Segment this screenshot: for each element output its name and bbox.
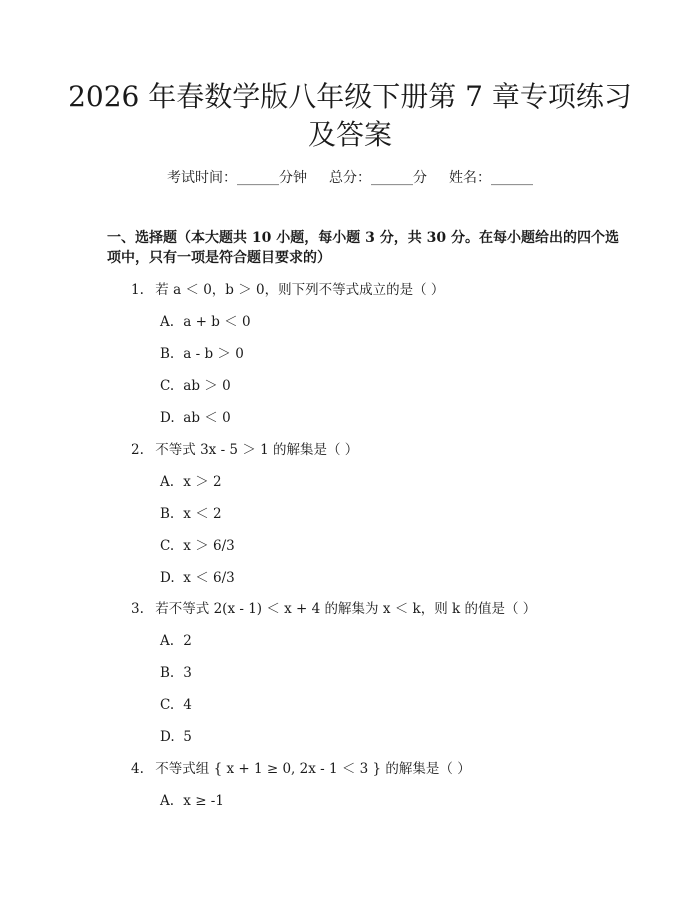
option-text: x ＞ 6/3 xyxy=(183,538,235,554)
option-text: ab ＜ 0 xyxy=(183,410,231,426)
question-number: 4. xyxy=(131,761,144,777)
option-text: a - b ＞ 0 xyxy=(183,346,244,362)
option-letter: B. xyxy=(160,506,175,522)
option-text: 3 xyxy=(183,665,192,681)
option-letter: D. xyxy=(160,570,175,586)
option-letter: A. xyxy=(160,314,175,330)
option-letter: C. xyxy=(160,378,175,394)
question-3 xyxy=(131,600,536,618)
question-3-option-c xyxy=(160,696,192,714)
exam-info-bar xyxy=(0,168,700,188)
question-number: 1. xyxy=(131,282,144,298)
title-line-1: 2026 年春数学版八年级下册第 7 章专项练习 xyxy=(68,80,632,113)
page-title xyxy=(60,78,640,154)
score-label: 总分： xyxy=(329,170,371,186)
option-letter: D. xyxy=(160,410,175,426)
question-number: 2. xyxy=(131,442,144,458)
option-text: 5 xyxy=(183,729,192,745)
option-text: x ≥ -1 xyxy=(183,793,224,809)
time-blank: ______ xyxy=(237,170,279,186)
option-text: x ＞ 2 xyxy=(183,474,222,490)
question-stem: 不等式 3x - 5 ＞ 1 的解集是（ ） xyxy=(155,442,359,458)
score-blank: ______ xyxy=(371,170,413,186)
question-2-option-b xyxy=(160,505,222,523)
option-letter: A. xyxy=(160,633,175,649)
option-letter: B. xyxy=(160,346,175,362)
option-letter: A. xyxy=(160,474,175,490)
question-1-option-d xyxy=(160,409,231,427)
title-line-2: 及答案 xyxy=(307,118,392,151)
question-1-option-a xyxy=(160,313,251,331)
question-4-option-a xyxy=(160,792,224,810)
option-text: x ＜ 6/3 xyxy=(183,570,235,586)
section-heading-line-2: 项中，只有一项是符合题目要求的） xyxy=(107,250,331,266)
time-unit: 分钟 xyxy=(279,170,307,186)
option-letter: C. xyxy=(160,697,175,713)
option-letter: B. xyxy=(160,665,175,681)
section-heading xyxy=(107,228,627,268)
question-3-option-b xyxy=(160,664,192,682)
question-3-option-a xyxy=(160,632,192,650)
question-3-option-d xyxy=(160,728,192,746)
option-letter: D. xyxy=(160,729,175,745)
question-4 xyxy=(131,760,471,778)
question-2-option-d xyxy=(160,569,235,587)
option-text: a + b ＜ 0 xyxy=(183,314,251,330)
question-stem: 若 a ＜ 0，b ＞ 0，则下列不等式成立的是（ ） xyxy=(155,282,445,298)
question-2-option-a xyxy=(160,473,222,491)
question-2-option-c xyxy=(160,537,235,555)
option-text: x ＜ 2 xyxy=(183,506,222,522)
question-number: 3. xyxy=(131,601,144,617)
question-stem: 不等式组 { x + 1 ≥ 0, 2x - 1 ＜ 3 } 的解集是（ ） xyxy=(155,761,471,777)
score-unit: 分 xyxy=(413,170,427,186)
option-text: ab ＞ 0 xyxy=(183,378,231,394)
question-1 xyxy=(131,281,444,299)
name-label: 姓名： xyxy=(449,170,491,186)
question-1-option-c xyxy=(160,377,231,395)
option-text: 4 xyxy=(183,697,192,713)
question-1-option-b xyxy=(160,345,244,363)
option-text: 2 xyxy=(183,633,192,649)
question-2 xyxy=(131,441,358,459)
section-heading-line-1: 一、选择题（本大题共 10 小题，每小题 3 分，共 30 分。在每小题给出的四个选 xyxy=(107,230,619,246)
time-label: 考试时间： xyxy=(167,170,237,186)
name-blank: ______ xyxy=(491,170,533,186)
option-letter: A. xyxy=(160,793,175,809)
question-stem: 若不等式 2(x - 1) ＜ x + 4 的解集为 x ＜ k，则 k 的值是（ ） xyxy=(155,601,537,617)
option-letter: C. xyxy=(160,538,175,554)
